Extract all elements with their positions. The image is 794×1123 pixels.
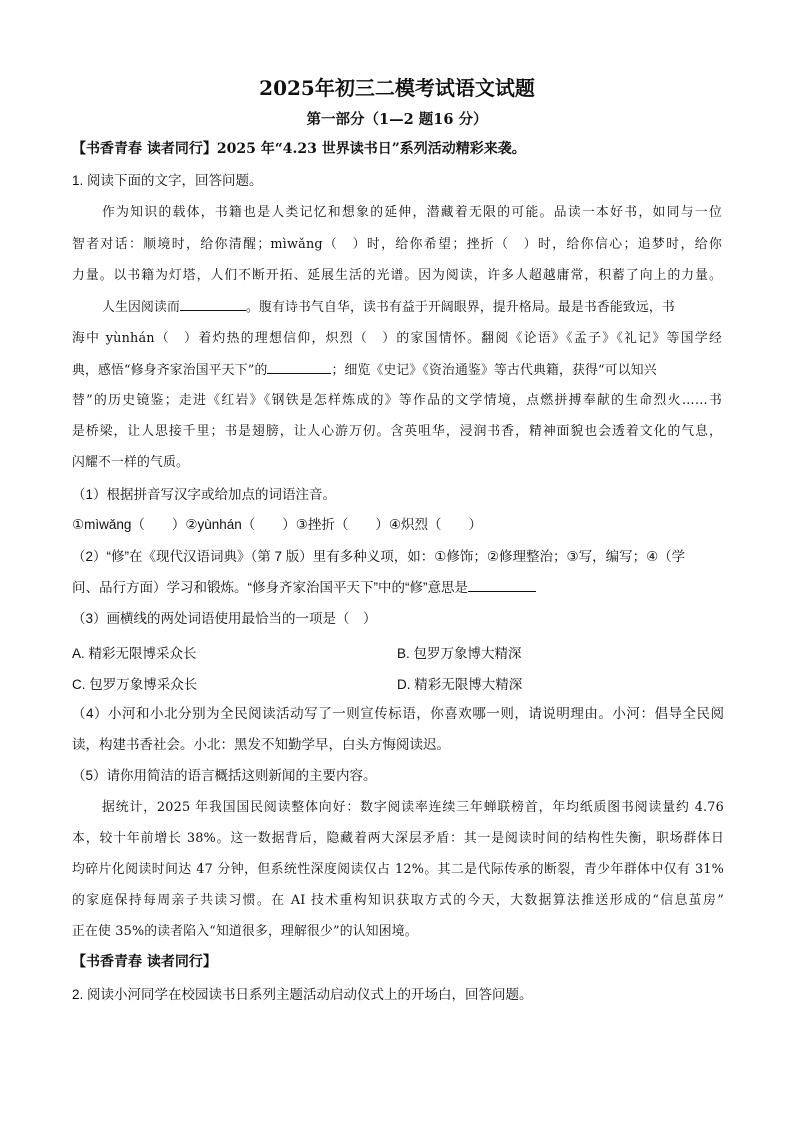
passage-line-5: 海中 yùnhán（ ）着灼热的理想信仰，炽烈（ ）的家国情怀。翻阅《论语》《孟子》《礼记》等国学经 bbox=[72, 331, 722, 346]
option-a[interactable] bbox=[72, 642, 197, 662]
passage-line-6 bbox=[72, 361, 722, 380]
sub-question-5: （5）请你用简洁的语言概括这则新闻的主要内容。 bbox=[72, 768, 377, 783]
sub-question-4-line-2: 读，构建书香社会。小北：黑发不知勤学早，白头方悔阅读迟。 bbox=[72, 737, 450, 752]
option-letter: D. bbox=[397, 677, 411, 692]
passage-line-3: 力量。以书籍为灯塔，人们不断开拓、延展生活的光谱。因为阅读，许多人超越庸常，积蓄了向上的力量。 bbox=[72, 268, 722, 283]
passage-line-7: 替”的历史镜鉴；走进《红岩》《钢铁是怎样炼成的》等作品的文学情境，点燃拼搏奉献的生命烈火……书 bbox=[72, 393, 722, 408]
option-d[interactable] bbox=[397, 673, 522, 693]
sub-question-2-line-2 bbox=[72, 579, 732, 597]
passage-text: 。腹有诗书气自华，读书有益于开阔眼界，提升格局。最是书香能致远，书 bbox=[245, 300, 675, 315]
answer-blank-3[interactable] bbox=[468, 579, 536, 592]
option-letter: A. bbox=[72, 646, 85, 661]
passage-line-2: 智者对话：顺境时，给你清醒；mìwǎng（ ）时，给你希望；挫折（ ）时，给你信心；追梦时，给你 bbox=[72, 237, 722, 252]
passage-line-9: 闪耀不一样的气质。 bbox=[72, 455, 189, 470]
option-c[interactable] bbox=[72, 673, 197, 693]
passage-text: ；细览《史记》《资治通鉴》等古代典籍，获得“可以知兴 bbox=[331, 363, 657, 378]
sub-question-2-text: 问、品行方面）学习和锻炼。“修身齐家治国平天下”中的“修”意思是 bbox=[72, 580, 468, 595]
option-text: 包罗万象博采众长 bbox=[89, 677, 198, 692]
news-line-5: 正在使 35%的读者陷入“知道很多，理解很少”的认知困境。 bbox=[72, 924, 418, 939]
passage-text: 人生因阅读而 bbox=[102, 300, 180, 315]
option-b[interactable] bbox=[397, 642, 522, 662]
passage-text: 典，感悟“修身齐家治国平天下”的 bbox=[72, 363, 268, 378]
news-line-1: 据统计，2025 年我国国民阅读整体向好：数字阅读率连续三年蝉联榜首，年均纸质图书阅读量约 4.76 bbox=[102, 800, 724, 815]
passage-line-1: 作为知识的载体，书籍也是人类记忆和想象的延伸，潜藏着无限的可能。品读一本好书，如同与一位 bbox=[102, 205, 722, 220]
option-text: 精彩无限博大精深 bbox=[414, 677, 523, 692]
sub-question-4-line-1: （4）小河和小北分别为全民阅读活动写了一则宣传标语，你喜欢哪一则，请说明理由。小河：倡导全民阅 bbox=[72, 706, 724, 721]
news-line-2: 本，较十年前增长 38%。这一数据背后，隐藏着两大深层矛盾：其一是阅读时间的结构性失衡，职场群体日 bbox=[72, 831, 724, 846]
option-text: 精彩无限博采众长 bbox=[88, 646, 197, 661]
section-heading: 【书香青春 读者同行】2025 年“4.23 世界读书日”系列活动精彩来袭。 bbox=[72, 141, 526, 157]
news-line-4: 的家庭保持每周亲子共读习惯。在 AI 技术重构知识获取方式的今天，大数据算法推送形成的“信息茧房” bbox=[72, 893, 724, 908]
sub-question-1: （1）根据拼音写汉字或给加点的词语注音。 bbox=[72, 487, 337, 502]
page-title: 2025年初三二模考试语文试题 bbox=[259, 76, 535, 100]
sub-question-1-items: ①mìwǎng（ ）②yùnhán（ ）③挫折（ ）④炽烈（ ） bbox=[72, 517, 482, 532]
sub-question-3: （3）画横线的两处词语使用最恰当的一项是（ ） bbox=[72, 611, 377, 626]
passage-line-4 bbox=[102, 298, 722, 317]
passage-line-8: 是桥梁，让人思接千里；书是翅膀，让人心游万仞。含英咀华，浸润书香，精神面貌也会透着文化的气息， bbox=[72, 424, 722, 439]
question-1-intro: 1. 阅读下面的文字，回答问题。 bbox=[72, 173, 263, 188]
answer-blank-1[interactable] bbox=[180, 298, 246, 311]
sub-question-2-line-1: （2）“修”在《现代汉语词典》（第 7 版）里有多种义项，如：①修饰；②修理整治；③写，编写；④（学 bbox=[72, 549, 686, 564]
option-letter: B. bbox=[397, 646, 410, 661]
news-line-3: 均碎片化阅读时间达 47 分钟，但系统性深度阅读仅占 12%。其二是代际传承的断裂，青少年群体中仅有 31% bbox=[72, 862, 724, 877]
question-2-intro: 2. 阅读小河同学在校园读书日系列主题活动启动仪式上的开场白，回答问题。 bbox=[72, 987, 533, 1002]
section-2-heading: 【书香青春 读者同行】 bbox=[72, 954, 217, 970]
option-text: 包罗万象博大精深 bbox=[413, 646, 522, 661]
answer-blank-2[interactable] bbox=[267, 361, 331, 374]
option-letter: C. bbox=[72, 677, 86, 692]
part-subtitle: 第一部分（1—2 题16 分） bbox=[306, 111, 488, 128]
